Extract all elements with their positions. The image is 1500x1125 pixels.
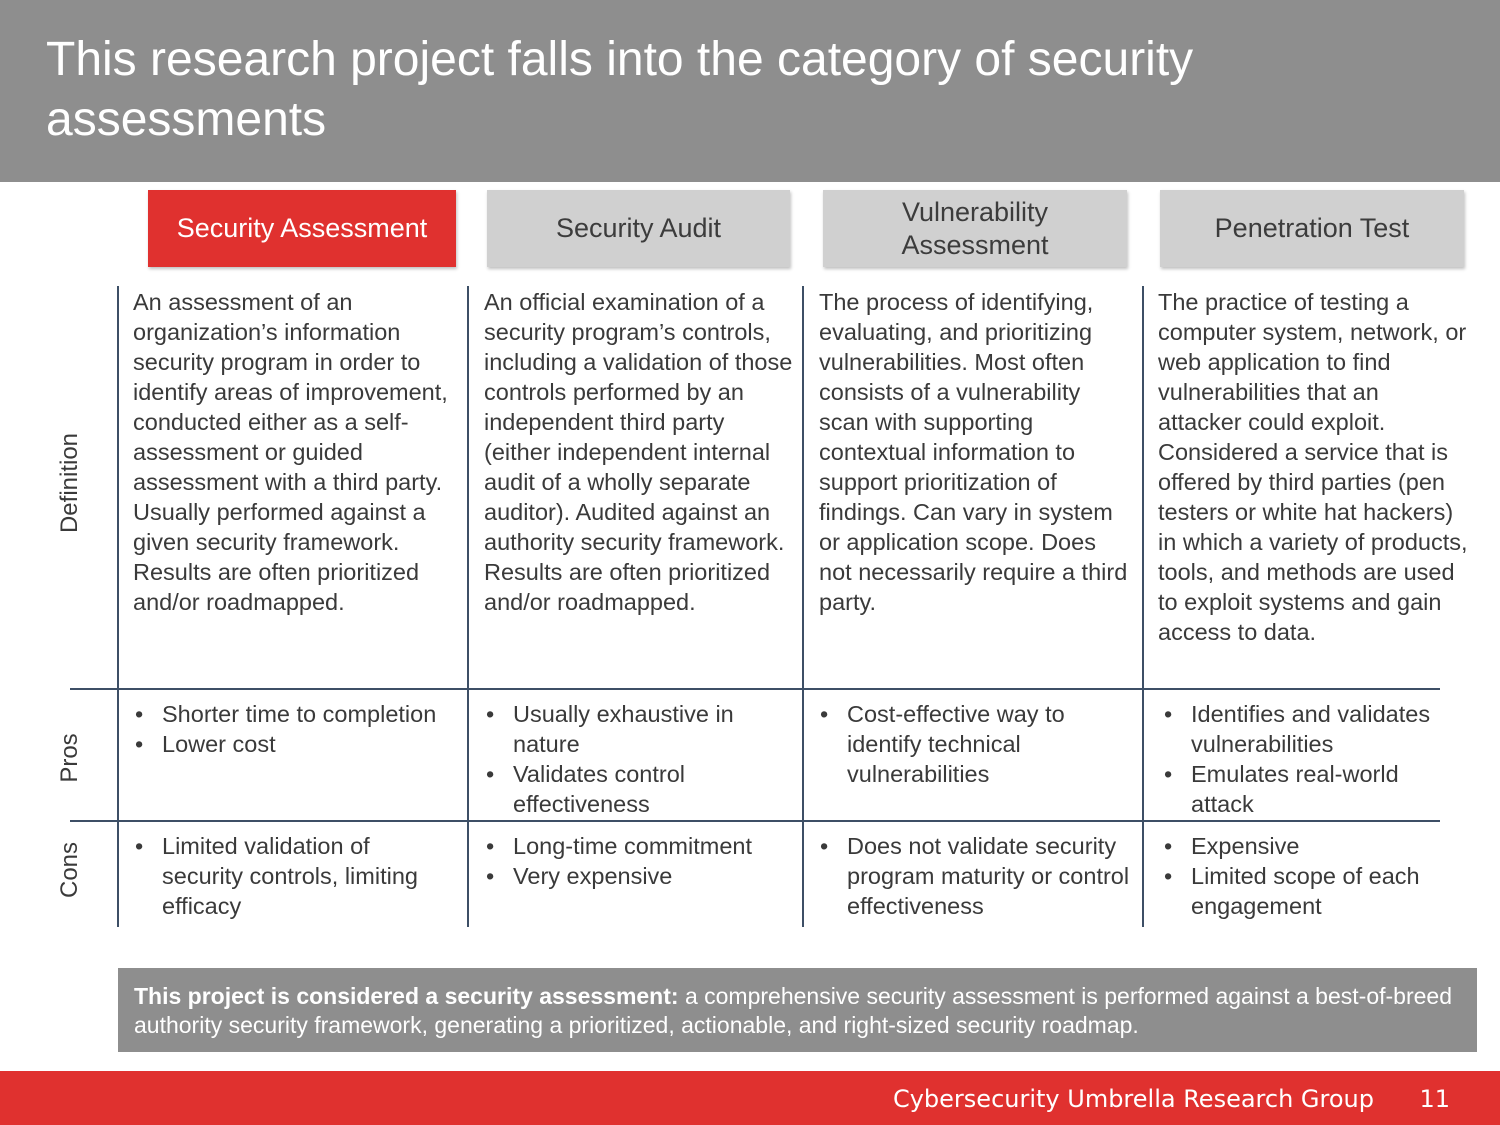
column-header-label: Vulnerability Assessment [901,196,1049,260]
row-label-definition: Definition [56,432,83,534]
footer-organization: Cybersecurity Umbrella Research Group [892,1085,1374,1113]
definition-cell: An assessment of an organization’s information security program in order to identify areas of improvement, conducted either as a self-assessment or guided assessment with a third party. Usually performed against a given security framework. Results are often prioritized and/or roadmapped. [133,289,448,615]
cons-cell [484,831,794,891]
column-header-label: Penetration Test [1214,213,1410,243]
list-item: • Long-time commitment [484,831,794,861]
column-divider [802,286,804,927]
page-title: This research project falls into the category of security assessments [46,33,1194,146]
list-item: • Cost-effective way to identify technical vulnerabilities [818,699,1108,789]
column-divider [1142,286,1144,927]
list-item: • Expensive [1162,831,1462,861]
list-item: • Validates control effectiveness [484,759,774,819]
row-label-pros: Pros [56,733,83,783]
list-item: • Usually exhaustive in nature [484,699,774,759]
footer-bar [0,1071,1500,1125]
list-item: • Very expensive [484,861,794,891]
list-item: • Lower cost [133,729,463,759]
column-header-security-audit [487,190,790,267]
summary-callout [118,968,1477,1052]
column-header-vulnerability-assessment [823,190,1127,267]
cons-cell [818,831,1136,921]
pros-cell [1162,699,1462,819]
row-label-cons: Cons [56,841,83,899]
definition-cell: An official examination of a security program’s controls, including a validation of those controls performed by an independent third party (either independent internal audit of a wholly separate auditor). Audited against an authority security framework. Results are often prioritized and/or roadmapped. [484,289,793,615]
column-divider [467,286,469,927]
pros-cell [484,699,774,819]
list-item: • Shorter time to completion [133,699,463,729]
pros-cell [818,699,1108,789]
definition-cell: The practice of testing a computer system, network, or web application to find vulnerabilities that an attacker could exploit. Considered a service that is offered by third parties (pen testers or white hat hackers) in which a variety of products, tools, and methods are used to exploit systems and gain access to data. [1158,289,1468,645]
list-item: • Identifies and validates vulnerabilities [1162,699,1462,759]
column-divider [117,286,119,927]
column-header-penetration-test [1160,190,1464,267]
column-header-label: Security Audit [555,213,722,243]
summary-text: a comprehensive security assessment is performed against a best-of-breed authority security framework, generating a prioritized, actionable, and right-sized security roadmap. [134,983,1452,1038]
row-divider [70,820,1440,822]
column-header-security-assessment [148,190,456,267]
pros-cell [133,699,463,759]
list-item: • Emulates real-world attack [1162,759,1462,819]
summary-lead: This project is considered a security assessment: [134,983,679,1009]
list-item: • Limited validation of security controls, limiting efficacy [133,831,453,921]
definition-cell: The process of identifying, evaluating, and prioritizing vulnerabilities. Most often consists of a vulnerability scan with supporting contextual information to support prioritization of findings. Can vary in system or application scope. Does not necessarily require a third party. [819,289,1128,615]
list-item: • Limited scope of each engagement [1162,861,1462,921]
row-divider [70,688,1440,690]
list-item: • Does not validate security program maturity or control effectiveness [818,831,1136,921]
cons-cell [133,831,453,921]
cons-cell [1162,831,1462,921]
page-number: 11 [1419,1085,1450,1113]
title-bar [0,0,1500,182]
column-header-label: Security Assessment [176,213,428,243]
